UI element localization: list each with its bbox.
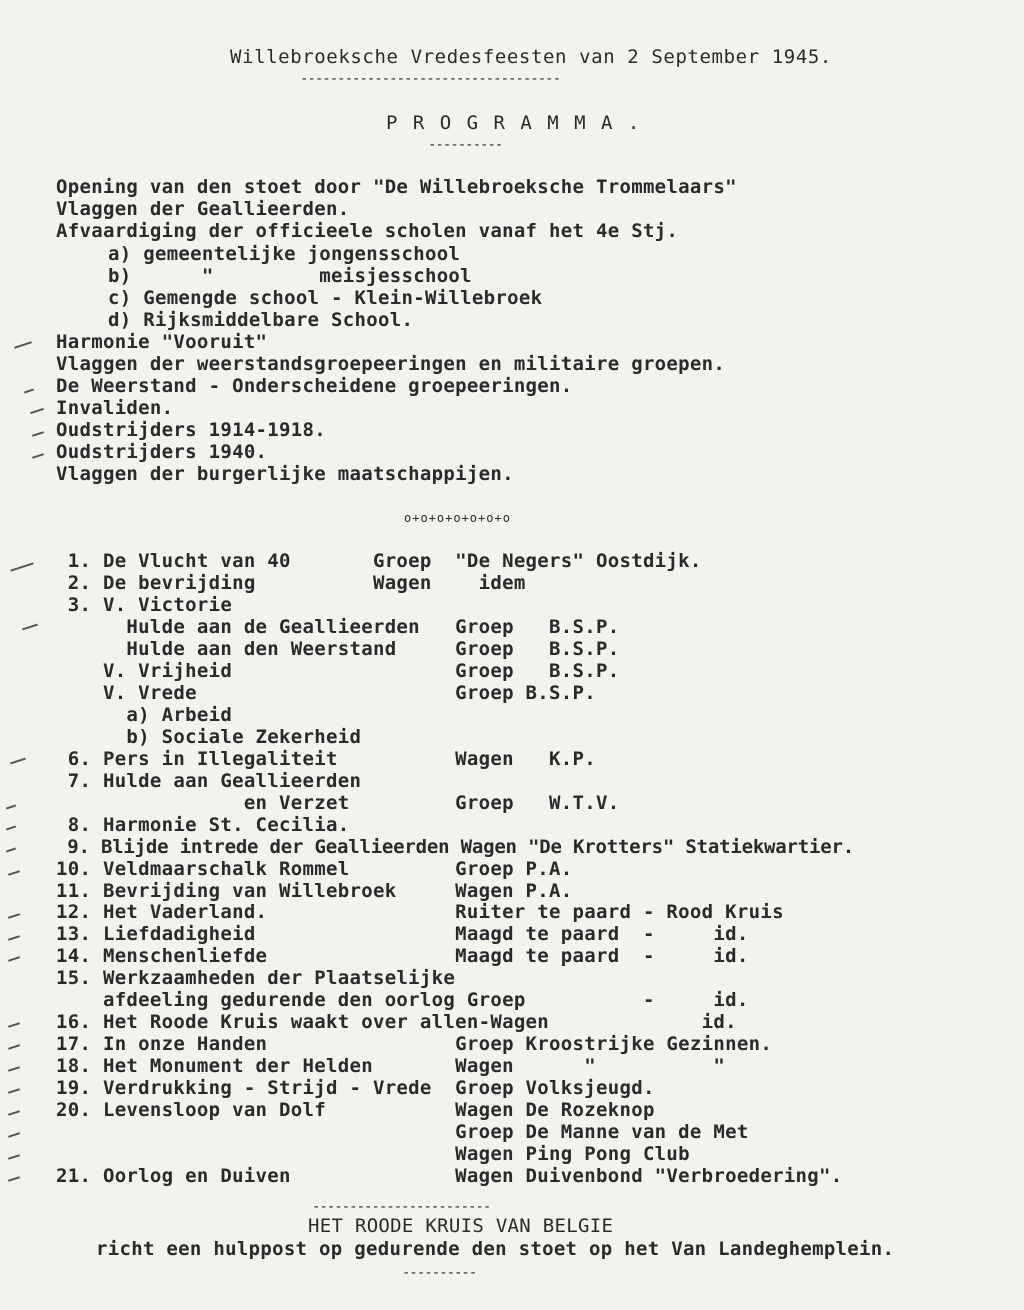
footer-text: richt een hulppost op gedurende den stoet op het Van Landeghemplein.: [96, 1238, 895, 1260]
document-title: Willebroeksche Vredesfeesten van 2 September 1945.: [230, 46, 832, 68]
program-item: 16. Het Roode Kruis waakt over allen-Wagen id.: [56, 1011, 737, 1033]
program-item: 10. Veldmaarschalk Rommel Groep P.A.: [56, 858, 573, 880]
opening-line: Vlaggen der weerstandsgroepeeringen en militaire groepen.: [56, 353, 726, 375]
check-mark: [8, 1176, 20, 1182]
check-mark: [32, 431, 44, 437]
check-mark: [8, 956, 20, 962]
check-mark: [32, 453, 44, 459]
program-item: 20. Levensloop van Dolf Wagen De Rozeknop: [56, 1099, 655, 1121]
programma-underline: ----------: [428, 138, 503, 152]
program-item: 7. Hulde aan Geallieerden: [56, 770, 362, 792]
program-item: a) Arbeid: [56, 704, 233, 726]
program-item: 13. Liefdadigheid Maagd te paard - id.: [56, 923, 749, 945]
program-item: Groep De Manne van de Met: [56, 1121, 749, 1143]
check-mark: [24, 389, 34, 394]
check-mark: [8, 1110, 20, 1116]
opening-line: Afvaardiging der officieele scholen vanaf het 4e Stj.: [56, 220, 679, 242]
program-item: 11. Bevrijding van Willebroek Wagen P.A.: [56, 880, 573, 902]
section-separator: o+o+o+o+o+o+o: [404, 511, 511, 525]
check-mark: [8, 870, 20, 876]
program-item: 15. Werkzaamheden der Plaatselijke: [56, 967, 456, 989]
footer-underline: ----------: [402, 1266, 477, 1280]
opening-line: a) gemeentelijke jongensschool: [108, 243, 461, 265]
program-item: V. Vrede Groep B.S.P.: [56, 682, 596, 704]
title-underline: -----------------------------------: [300, 72, 561, 86]
check-mark: [6, 805, 16, 810]
program-item: 2. De bevrijding Wagen idem: [56, 572, 526, 594]
opening-line: c) Gemengde school - Klein-Willebroek: [108, 287, 543, 309]
opening-line: Oudstrijders 1914-1918.: [56, 419, 326, 441]
program-item: en Verzet Groep W.T.V.: [56, 792, 620, 814]
check-mark: [6, 826, 16, 831]
programma-heading: P R O G R A M M A .: [386, 112, 642, 134]
program-item: 21. Oorlog en Duiven Wagen Duivenbond "Verbroedering".: [56, 1165, 843, 1187]
opening-line: Invaliden.: [56, 397, 174, 419]
check-mark: [10, 758, 26, 765]
check-mark: [8, 1088, 20, 1094]
program-item: V. Vrijheid Groep B.S.P.: [56, 660, 620, 682]
program-item: 18. Het Monument der Helden Wagen " ": [56, 1055, 726, 1077]
check-mark: [8, 1132, 20, 1138]
check-mark: [8, 935, 20, 941]
program-item: 8. Harmonie St. Cecilia.: [56, 814, 350, 836]
check-mark: [30, 408, 44, 414]
footer-title: HET ROODE KRUIS VAN BELGIE: [308, 1215, 614, 1237]
opening-line: Opening van den stoet door "De Willebroeksche Trommelaars": [56, 176, 737, 198]
opening-line: Vlaggen der burgerlijke maatschappijen.: [56, 463, 514, 485]
program-item: 6. Pers in Illegaliteit Wagen K.P.: [56, 748, 596, 770]
check-mark: [8, 913, 20, 919]
program-item: 14. Menschenliefde Maagd te paard - id.: [56, 945, 749, 967]
opening-line: De Weerstand - Onderscheidene groepeeringen.: [56, 375, 573, 397]
program-item: 9. Blijde intrede der Geallieerden Wagen "De Krotters" Statiekwartier.: [56, 836, 854, 858]
opening-line: Oudstrijders 1940.: [56, 441, 268, 463]
check-mark: [10, 562, 33, 571]
program-item: afdeeling gedurende den oorlog Groep - id.: [56, 989, 749, 1011]
check-mark: [14, 341, 32, 348]
opening-line: d) Rijksmiddelbare School.: [108, 309, 414, 331]
program-item: 17. In onze Handen Groep Kroostrijke Gezinnen.: [56, 1033, 773, 1055]
opening-line: Vlaggen der Geallieerden.: [56, 198, 350, 220]
opening-line: Harmonie "Vooruit": [56, 331, 268, 353]
opening-line: b) " meisjesschool: [108, 265, 472, 287]
check-mark: [6, 848, 16, 853]
check-mark: [22, 624, 38, 631]
program-item: 19. Verdrukking - Strijd - Vrede Groep Volksjeugd.: [56, 1077, 655, 1099]
program-item: 3. V. Victorie: [56, 594, 233, 616]
check-mark: [8, 1044, 20, 1050]
program-item: Hulde aan den Weerstand Groep B.S.P.: [56, 638, 620, 660]
check-mark: [8, 1022, 20, 1028]
program-item: 1. De Vlucht van 40 Groep "De Negers" Oostdijk.: [56, 550, 702, 572]
check-mark: [8, 1066, 20, 1072]
program-item: Wagen Ping Pong Club: [56, 1143, 690, 1165]
program-item: b) Sociale Zekerheid: [56, 726, 362, 748]
program-item: 12. Het Vaderland. Ruiter te paard - Rood Kruis: [56, 901, 784, 923]
check-mark: [8, 1154, 20, 1160]
footer-rule: ------------------------: [312, 1200, 491, 1214]
program-item: Hulde aan de Geallieerden Groep B.S.P.: [56, 616, 620, 638]
